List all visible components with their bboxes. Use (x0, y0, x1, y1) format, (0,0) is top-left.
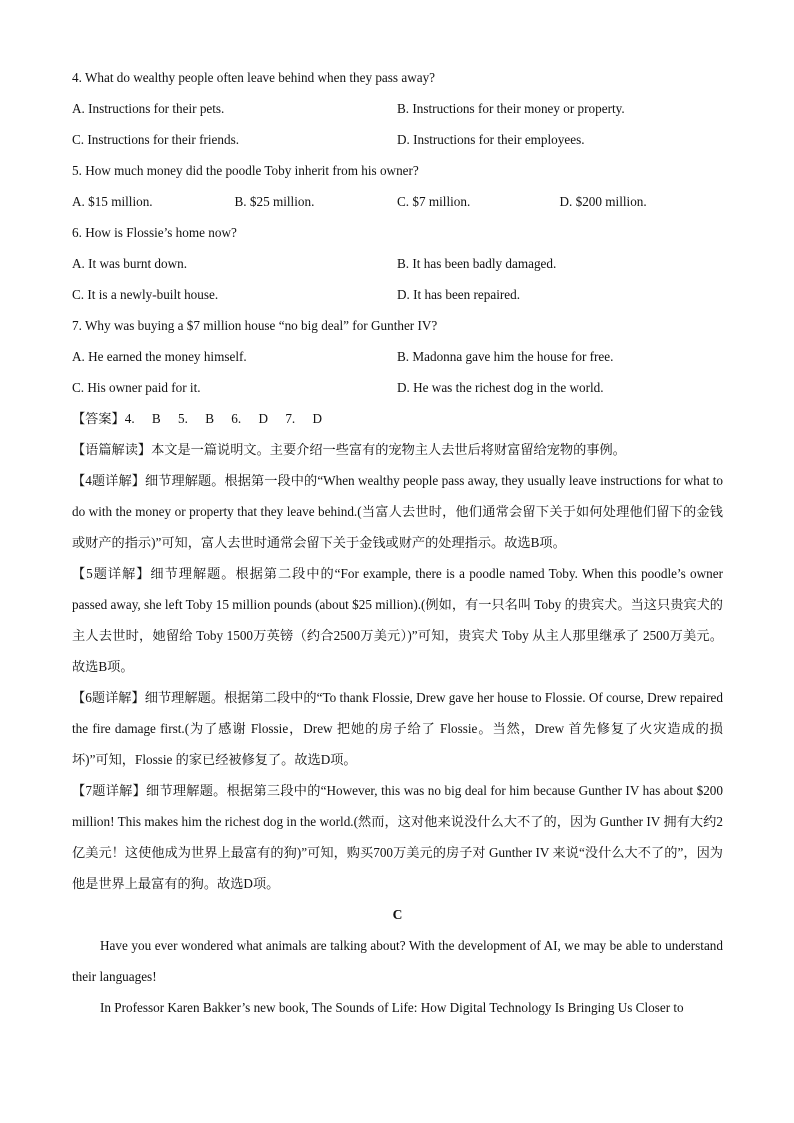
explanation-q6: 【6题详解】细节理解题。根据第二段中的“To thank Flossie, Drew gave her house to Flossie. Of course, Drew repaired the fire damage first.(为了感谢 Flossie，Drew 把她的房子给了 Flossie。当然，Drew 首先修复了火灾造成的损坏)”可知，Flossie 的家已经被修复了。故选D项。 (72, 690, 723, 767)
document-page (72, 62, 723, 1023)
passage-paragraph: Have you ever wondered what animals are talking about? With the development of AI, we may be able to understand their languages! (72, 938, 723, 984)
passage-summary: 【语篇解读】本文是一篇说明文。主要介绍一些富有的宠物主人去世后将财富留给宠物的事例。 (72, 442, 626, 457)
option-a: A. Instructions for their pets. (72, 101, 225, 116)
explanation-q4: 【4题详解】细节理解题。根据第一段中的“When wealthy people pass away, they usually leave instructions for what to do with the money or property that they leave behind.(当富人去世时，他们通常会留下关于如何处理他们留下的金钱或财产的指示)”可知，富人去世时通常会留下关于金钱或财产的处理指示。故选B项。 (72, 473, 723, 550)
option-d: D. It has been repaired. (397, 287, 521, 302)
question-stem: 4. What do wealthy people often leave behind when they pass away? (72, 70, 436, 85)
option-c: C. Instructions for their friends. (72, 132, 240, 147)
option-a: A. It was burnt down. (72, 256, 188, 271)
option-row (72, 279, 723, 310)
option-d: D. Instructions for their employees. (397, 132, 585, 147)
explanation-q5: 【5题详解】细节理解题。根据第二段中的“For example, there is a poodle named Toby. When this poodle’s owner passed away, she left Toby 15 million pounds (about $25 million).(例如，有一只名叫 Toby 的贵宾犬。当这只贵宾犬的主人去世时，她留给 Toby 1500万英镑（约合2500万美元）)”可知，贵宾犬 Toby 从主人那里继承了 2500万美元。故选B项。 (72, 566, 723, 674)
option-b: B. Madonna gave him the house for free. (397, 349, 614, 364)
option-row (72, 341, 723, 372)
option-row (72, 124, 723, 155)
option-c: C. His owner paid for it. (72, 380, 201, 395)
option-a: A. $15 million. (72, 194, 153, 209)
option-c: C. It is a newly-built house. (72, 287, 219, 302)
section-heading: C (392, 907, 403, 922)
option-row (72, 186, 723, 217)
question-stem: 5. How much money did the poodle Toby inherit from his owner? (72, 163, 419, 178)
option-d: D. He was the richest dog in the world. (397, 380, 604, 395)
option-b: B. It has been badly damaged. (397, 256, 557, 271)
question-stem: 7. Why was buying a $7 million house “no big deal” for Gunther IV? (72, 318, 438, 333)
question-stem: 6. How is Flossie’s home now? (72, 225, 237, 240)
answer-key: 【答案】4. B 5. B 6. D 7. D (72, 411, 323, 426)
option-c: C. $7 million. (397, 194, 471, 209)
option-row (72, 372, 723, 403)
explanation-q7: 【7题详解】细节理解题。根据第三段中的“However, this was no big deal for him because Gunther IV has about $200 million! This makes him the richest dog in the world.(然而，这对他来说没什么大不了的，因为 Gunther IV 拥有大约2亿美元！这使他成为世界上最富有的狗)”可知，购买700万美元的房子对 Gunther IV 来说“没什么大不了的”，因为他是世界上最富有的狗。故选D项。 (72, 783, 723, 891)
passage-paragraph: In Professor Karen Bakker’s new book, The Sounds of Life: How Digital Technology Is Bringing Us Closer to (100, 1000, 684, 1015)
option-row (72, 93, 723, 124)
option-b: B. $25 million. (234, 194, 315, 209)
option-b: B. Instructions for their money or property. (397, 101, 625, 116)
option-row (72, 248, 723, 279)
option-a: A. He earned the money himself. (72, 349, 247, 364)
option-d: D. $200 million. (559, 194, 647, 209)
